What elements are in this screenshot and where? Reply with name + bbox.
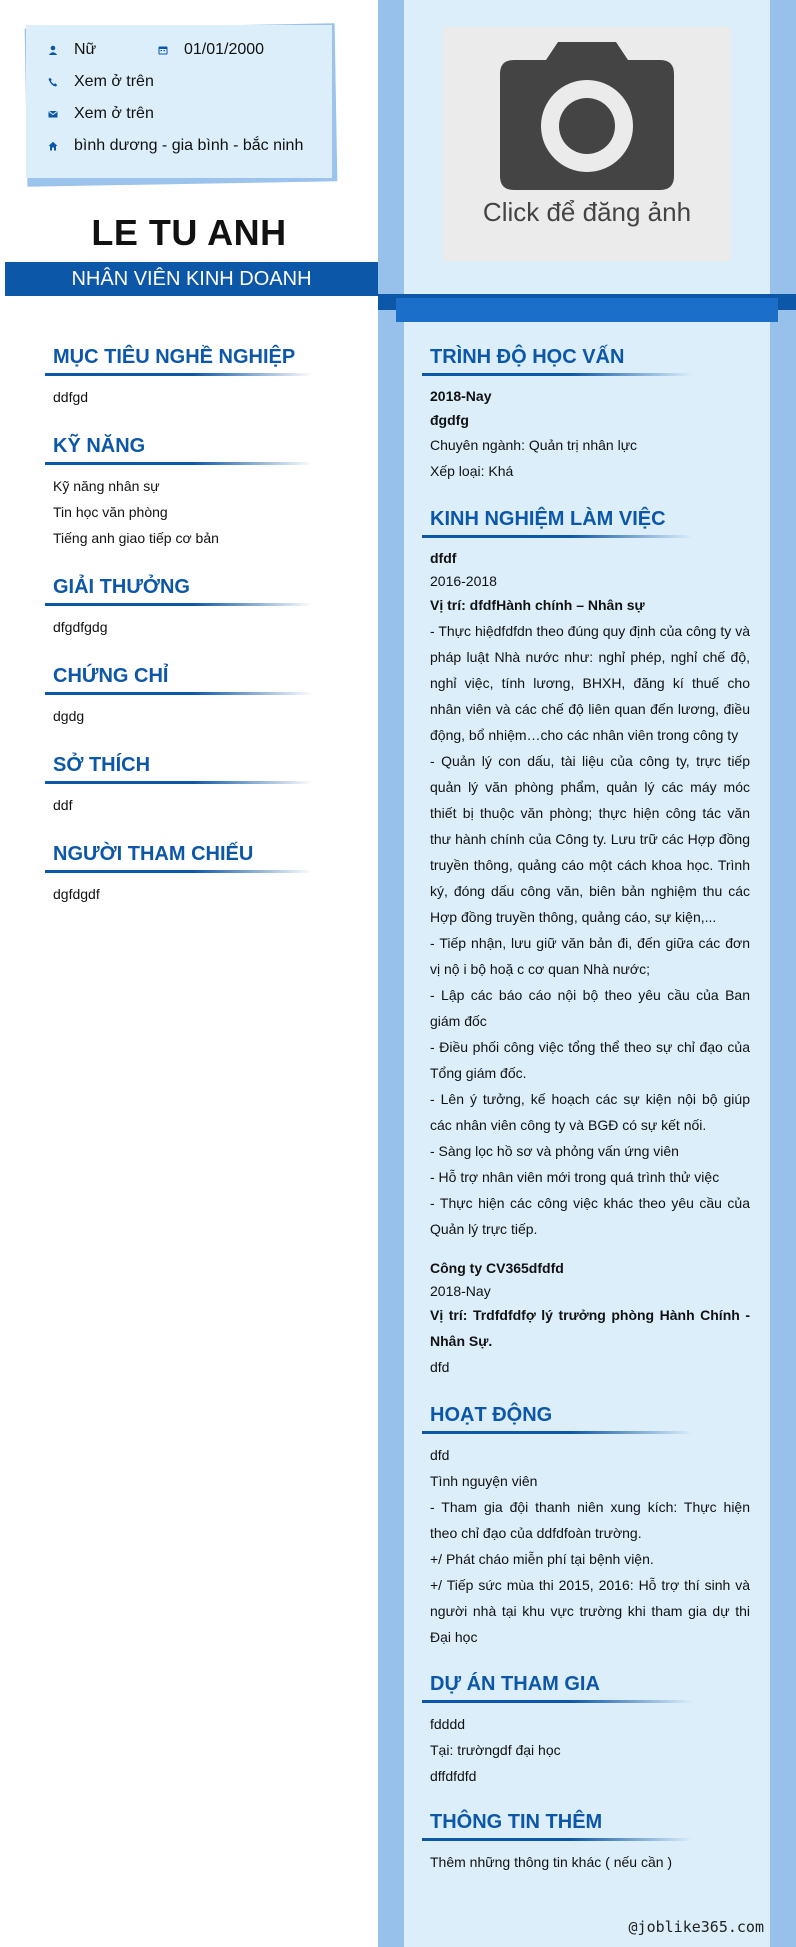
job-detail: - Thực hiện các công việc khác theo yêu cầu của Quản lý trực tiếp. — [430, 1195, 750, 1237]
job-detail: - Hỗ trợ nhân viên mới trong quá trình thử việc — [430, 1169, 720, 1185]
address-row — [46, 137, 303, 155]
right-header-bar — [396, 298, 778, 322]
email-value: Xem ở trên — [74, 105, 154, 122]
section-education — [422, 345, 692, 484]
birthday-value: 01/01/2000 — [184, 41, 265, 58]
list-item: fdddd — [430, 1716, 466, 1732]
section-awards — [45, 575, 313, 640]
phone-icon — [46, 75, 60, 89]
user-icon — [46, 43, 60, 57]
heading-underline — [422, 1838, 692, 1841]
heading-underline — [45, 373, 313, 376]
job-title: NHÂN VIÊN KINH DOANH — [5, 262, 378, 296]
list-item: - Tham gia đội thanh niên xung kích: Thực hiện theo chỉ đạo của ddfdfoàn trường. — [430, 1499, 750, 1541]
job-detail: - Lên ý tưởng, kế hoạch các sự kiện nội bộ giúp các nhân viên công ty và BGĐ có sự kết nối. — [430, 1091, 750, 1133]
job-period: 2018-Nay — [430, 1283, 491, 1299]
job-detail: - Thực hiệdfdfdn theo đúng quy định của công ty và pháp luật Nhà nước như: nghỉ phép, nghỉ chế độ, nghỉ việc, tính lương, BHXH, đăng kí thuế cho nhân viên và các chế độ liên quan đến lương, điều động, bổ nhiệm…cho các nhân viên trong công ty — [430, 623, 750, 743]
gender-value: Nữ — [74, 41, 97, 58]
heading-underline — [45, 603, 313, 606]
section-references — [45, 842, 313, 907]
section-heading: SỞ THÍCH — [53, 754, 151, 776]
job-position: Vị trí: dfdfHành chính – Nhân sự — [430, 597, 645, 613]
job-detail: - Quản lý con dấu, tài liệu của công ty, trực tiếp quản lý văn phòng phẩm, quản lý các máy móc thiết bị thuộc văn phòng; thực hiện công tác văn thư hành chính của Công ty. Lưu trữ các Hợp đồng truyền thông, quảng cáo một cách khoa học. Trình ký, đóng dấu công văn, biên bản nghiệm thu các Hợp đồng truyền thông, quảng cáo, sự kiện,... — [430, 753, 750, 925]
email-icon — [46, 107, 60, 121]
section-body — [422, 1711, 750, 1789]
section-extra — [422, 1810, 692, 1875]
section-heading: DỰ ÁN THAM GIA — [430, 1673, 600, 1695]
section-experience — [422, 507, 750, 1380]
birthday-row — [156, 41, 264, 59]
watermark: @joblike365.com — [628, 1918, 764, 1936]
list-item: ddf — [53, 797, 73, 813]
education-period: 2018-Nay — [430, 388, 492, 404]
job-company: Công ty CV365dfdfd — [430, 1260, 564, 1276]
right-column-right-stripe — [770, 0, 796, 1947]
heading-underline — [45, 781, 313, 784]
list-item: dfd — [430, 1447, 450, 1463]
section-certificates — [45, 664, 313, 729]
heading-underline — [45, 462, 313, 465]
spacer — [430, 1242, 750, 1256]
right-column-left-stripe — [378, 0, 404, 1947]
section-body — [45, 792, 313, 818]
section-heading: THÔNG TIN THÊM — [430, 1811, 603, 1833]
job-detail: - Điều phối công việc tổng thể theo sự chỉ đạo của Tổng giám đốc. — [430, 1039, 750, 1081]
email-row — [46, 105, 154, 123]
section-body — [45, 703, 313, 729]
objective-text: ddfgd — [53, 389, 89, 405]
heading-underline — [422, 1700, 692, 1703]
job-detail: - Tiếp nhận, lưu giữ văn bản đi, đến giữa các đơn vị nộ i bộ hoặ c cơ quan Nhà nước; — [430, 935, 750, 977]
photo-upload[interactable] — [443, 27, 731, 261]
home-icon — [46, 139, 60, 153]
job-detail: - Sàng lọc hồ sơ và phỏng vấn ứng viên — [430, 1143, 679, 1159]
section-body — [422, 546, 750, 1380]
section-body — [422, 1849, 750, 1875]
section-heading: HOẠT ĐỘNG — [430, 1404, 553, 1426]
calendar-icon — [156, 43, 170, 57]
address-value: bình dương - gia bình - bắc ninh — [74, 137, 304, 154]
section-body — [45, 614, 313, 640]
contact-box — [26, 25, 332, 178]
phone-row — [46, 73, 154, 91]
list-item: Kỹ năng nhân sự — [53, 478, 160, 494]
candidate-name: LE TU ANH — [91, 212, 287, 253]
list-item: +/ Tiếp sức mùa thi 2015, 2016: Hỗ trợ thí sinh và người nhà tại khu vực trường khi tham gia dự thi Đại học — [430, 1577, 750, 1645]
list-item: Thêm những thông tin khác ( nếu cần ) — [430, 1854, 673, 1870]
section-body — [45, 881, 313, 907]
section-heading: NGƯỜI THAM CHIẾU — [53, 843, 254, 865]
section-objective — [45, 345, 313, 410]
section-activities — [422, 1403, 750, 1650]
job-company: dfdf — [430, 550, 457, 566]
section-hobbies — [45, 753, 313, 818]
section-skills — [45, 434, 313, 551]
job-detail: - Lập các báo cáo nội bộ theo yêu cầu của Ban giám đốc — [430, 987, 750, 1029]
heading-underline — [422, 373, 692, 376]
section-heading: GIẢI THƯỞNG — [53, 576, 190, 598]
section-heading: KINH NGHIỆM LÀM VIỆC — [430, 508, 666, 530]
heading-underline — [422, 1431, 692, 1434]
list-item: dgfdgdf — [53, 886, 100, 902]
job-period: 2016-2018 — [430, 573, 497, 589]
list-item: +/ Phát cháo miễn phí tại bệnh viện. — [430, 1551, 654, 1567]
section-heading: TRÌNH ĐỘ HỌC VẤN — [430, 346, 625, 368]
section-projects — [422, 1672, 692, 1789]
section-body — [45, 384, 313, 410]
heading-underline — [45, 692, 313, 695]
job-position: Vị trí: Trdfdfdfợ lý trưởng phòng Hành Chính - Nhân Sự. — [430, 1307, 750, 1349]
gender-row — [46, 41, 96, 59]
section-heading: CHỨNG CHỈ — [53, 665, 169, 687]
list-item: dffdfdfd — [430, 1768, 477, 1784]
list-item: dfgdfgdg — [53, 619, 108, 635]
phone-value: Xem ở trên — [74, 73, 154, 90]
camera-icon — [500, 42, 674, 197]
heading-underline — [422, 535, 692, 538]
section-heading: KỸ NĂNG — [53, 435, 146, 457]
section-body — [422, 384, 750, 484]
section-body — [422, 1442, 750, 1650]
education-grade: Xếp loại: Khá — [430, 463, 514, 479]
list-item: Tình nguyện viên — [430, 1473, 538, 1489]
list-item: Tại: trườngdf đại học — [430, 1742, 561, 1758]
job-detail: dfd — [430, 1359, 450, 1375]
list-item: Tin học văn phòng — [53, 504, 168, 520]
heading-underline — [45, 870, 313, 873]
education-major: Chuyên ngành: Quản trị nhân lực — [430, 437, 638, 453]
section-body — [45, 473, 313, 551]
education-school: đgdfg — [430, 412, 469, 428]
photo-caption: Click để đăng ảnh — [482, 197, 692, 227]
list-item: Tiếng anh giao tiếp cơ bản — [53, 530, 219, 546]
section-heading: MỤC TIÊU NGHỀ NGHIỆP — [53, 346, 296, 368]
list-item: dgdg — [53, 708, 85, 724]
